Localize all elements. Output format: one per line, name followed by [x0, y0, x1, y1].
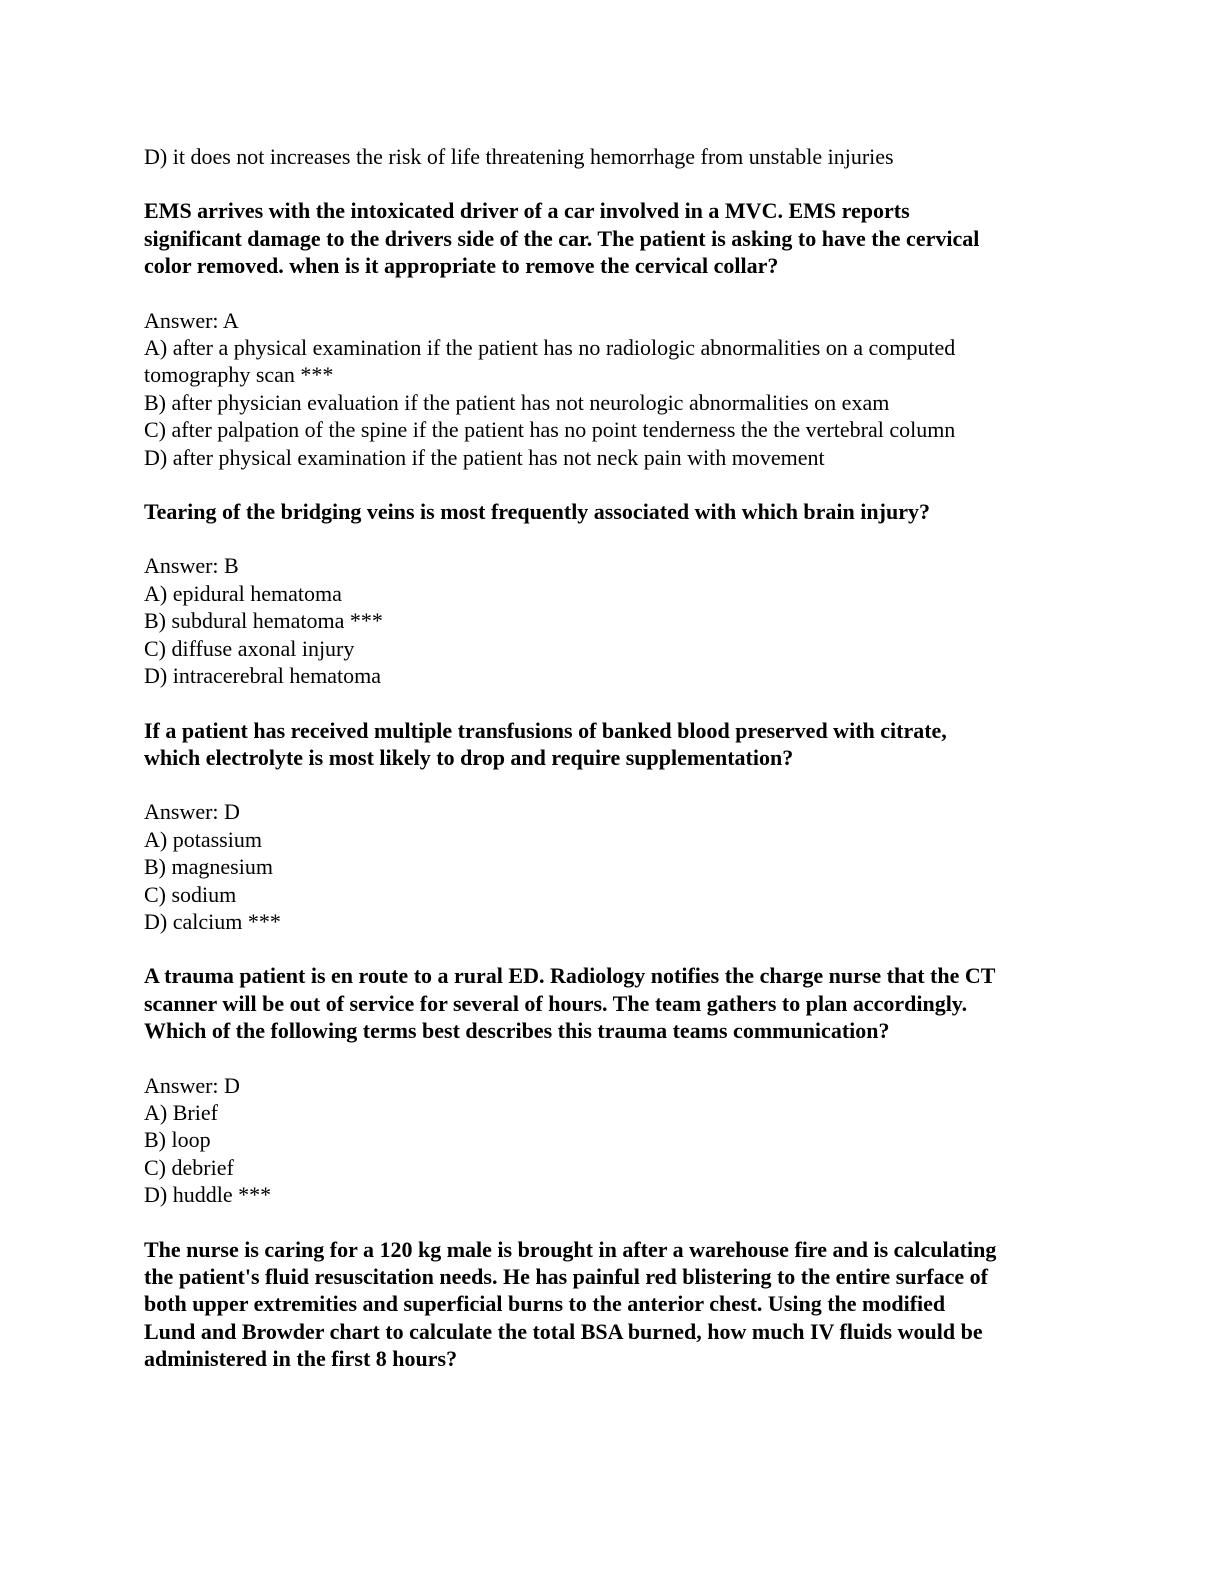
option-line: D) intracerebral hematoma — [144, 663, 381, 689]
option-line: D) calcium *** — [144, 908, 281, 934]
question-line: EMS arrives with the intoxicated driver of a car involved in a MVC. EMS reports — [144, 198, 910, 224]
answer-block — [144, 307, 1080, 471]
question-line: Tearing of the bridging veins is most frequently associated with which brain injury? — [144, 499, 930, 525]
question-line: administered in the first 8 hours? — [144, 1346, 458, 1372]
option-line: B) after physician evaluation if the patient has not neurologic abnormalities on exam — [144, 389, 890, 415]
question-line: significant damage to the drivers side of the car. The patient is asking to have the cervical — [144, 225, 980, 251]
question-line: color removed. when is it appropriate to remove the cervical collar? — [144, 253, 779, 279]
answer-block — [144, 552, 1080, 689]
question-line: The nurse is caring for a 120 kg male is brought in after a warehouse fire and is calculating — [144, 1236, 997, 1262]
answer-key: Answer: D — [144, 799, 240, 825]
option-line: A) after a physical examination if the patient has no radiologic abnormalities on a computed — [144, 335, 956, 361]
question-line: Lund and Browder chart to calculate the total BSA burned, how much IV fluids would be — [144, 1318, 983, 1344]
question-line: Which of the following terms best describes this trauma teams communication? — [144, 1018, 890, 1044]
option-line: D) huddle *** — [144, 1182, 272, 1208]
question-line: scanner will be out of service for several of hours. The team gathers to plan accordingly. — [144, 990, 968, 1016]
question-line: both upper extremities and superficial burns to the anterior chest. Using the modified — [144, 1291, 946, 1317]
option-line: C) sodium — [144, 881, 237, 907]
option-line: tomography scan *** — [144, 362, 334, 388]
question-line: the patient's fluid resuscitation needs. He has painful red blistering to the entire surface of — [144, 1264, 988, 1289]
page-content — [144, 143, 1080, 1400]
option-line: C) debrief — [144, 1154, 234, 1180]
question-text — [144, 1236, 1080, 1373]
question-text — [144, 197, 1080, 279]
option-line: B) subdural hematoma *** — [144, 608, 383, 634]
option-line: A) epidural hematoma — [144, 580, 342, 606]
question-line: If a patient has received multiple transfusions of banked blood preserved with citrate, — [144, 717, 947, 743]
option-line: D) after physical examination if the patient has not neck pain with movement — [144, 444, 825, 470]
option-line: B) magnesium — [144, 854, 273, 880]
option-line: C) after palpation of the spine if the patient has no point tenderness the the vertebral column — [144, 417, 956, 443]
question-text — [144, 962, 1080, 1044]
answer-key: Answer: B — [144, 553, 239, 579]
question-text — [144, 717, 1080, 772]
answer-key: Answer: D — [144, 1072, 240, 1098]
answer-key: Answer: A — [144, 307, 239, 333]
question-text — [144, 498, 1080, 525]
answer-block — [144, 1072, 1080, 1209]
question-line: A trauma patient is en route to a rural ED. Radiology notifies the charge nurse that the CT — [144, 963, 996, 989]
question-line: which electrolyte is most likely to drop and require supplementation? — [144, 744, 794, 770]
option-line: D) it does not increases the risk of life threatening hemorrhage from unstable injuries — [144, 144, 894, 169]
option-line: C) diffuse axonal injury — [144, 635, 355, 661]
option-line: B) loop — [144, 1127, 211, 1153]
option-line: A) Brief — [144, 1099, 218, 1125]
answer-block — [144, 798, 1080, 935]
option-line: A) potassium — [144, 826, 262, 852]
